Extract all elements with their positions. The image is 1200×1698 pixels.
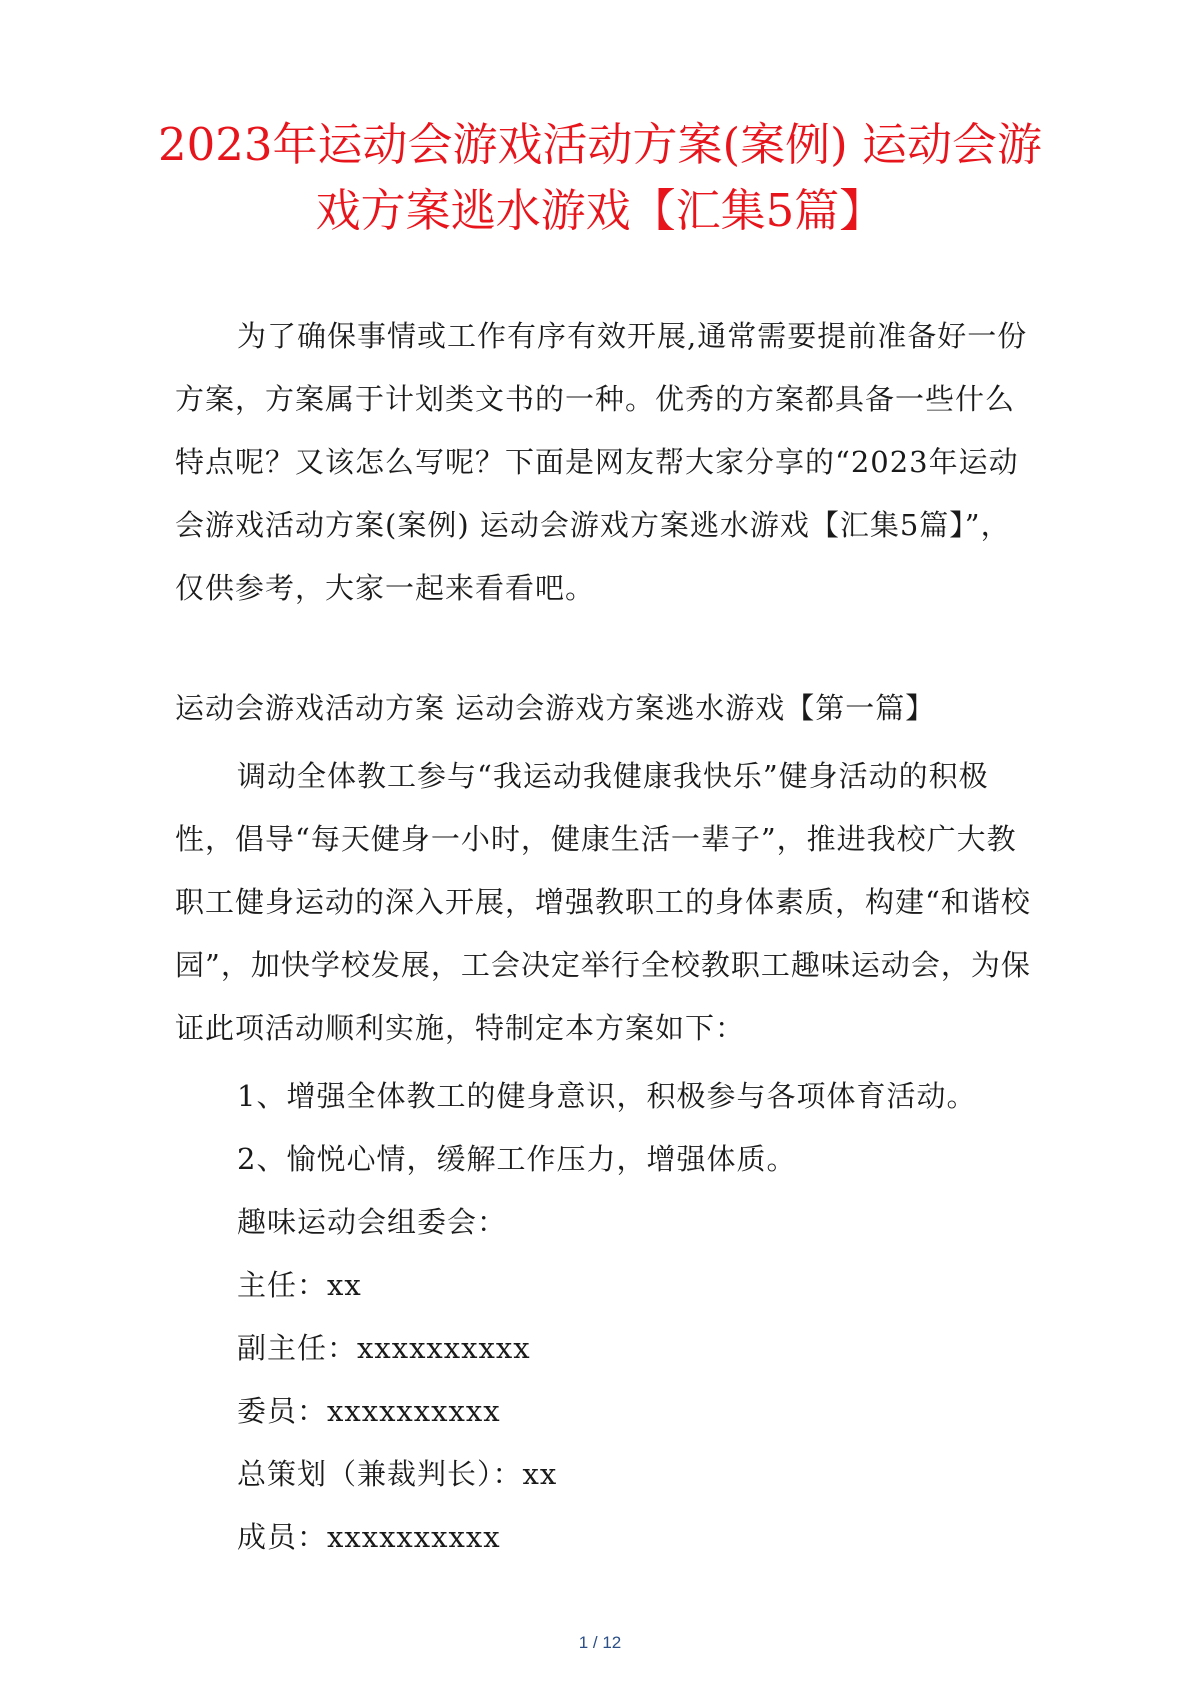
intro-paragraph: 为了确保事情或工作有序有效开展,通常需要提前准备好一份方案，方案属于计划类文书的一种。优秀的方案都具备一些什么特点呢？又该怎么写呢？下面是网友帮大家分享的“2023年运动会游戏活动方案(案例) 运动会游戏方案逃水游戏【汇集5篇】”，仅供参考，大家一起来看看吧。 — [175, 319, 1028, 605]
section-heading: 运动会游戏活动方案 运动会游戏方案逃水游戏【第一篇】 — [175, 691, 936, 725]
content-lines — [237, 1065, 1037, 1569]
document-title: 2023年运动会游戏活动方案(案例) 运动会游戏方案逃水游戏【汇集5篇】 — [158, 118, 1042, 237]
list-item: 副主任：xxxxxxxxxx — [237, 1331, 531, 1365]
page-number: 1 / 12 — [578, 1633, 622, 1652]
list-item: 主任：xx — [237, 1268, 362, 1302]
body-paragraph: 调动全体教工参与“我运动我健康我快乐”健身活动的积极性，倡导“每天健身一小时，健康生活一辈子”，推进我校广大教职工健身运动的深入开展，增强教职工的身体素质，构建“和谐校园”，加快学校发展，工会决定举行全校教职工趣味运动会，为保证此项活动顺利实施，特制定本方案如下： — [175, 759, 1031, 1045]
list-item: 趣味运动会组委会： — [237, 1205, 508, 1239]
list-item: 2、愉悦心情，缓解工作压力，增强体质。 — [237, 1142, 797, 1176]
list-item: 1、增强全体教工的健身意识，积极参与各项体育活动。 — [237, 1079, 977, 1113]
list-item: 总策划（兼裁判长）：xx — [237, 1457, 558, 1491]
list-item: 成员：xxxxxxxxxx — [237, 1520, 501, 1554]
list-item: 委员：xxxxxxxxxx — [237, 1394, 501, 1428]
